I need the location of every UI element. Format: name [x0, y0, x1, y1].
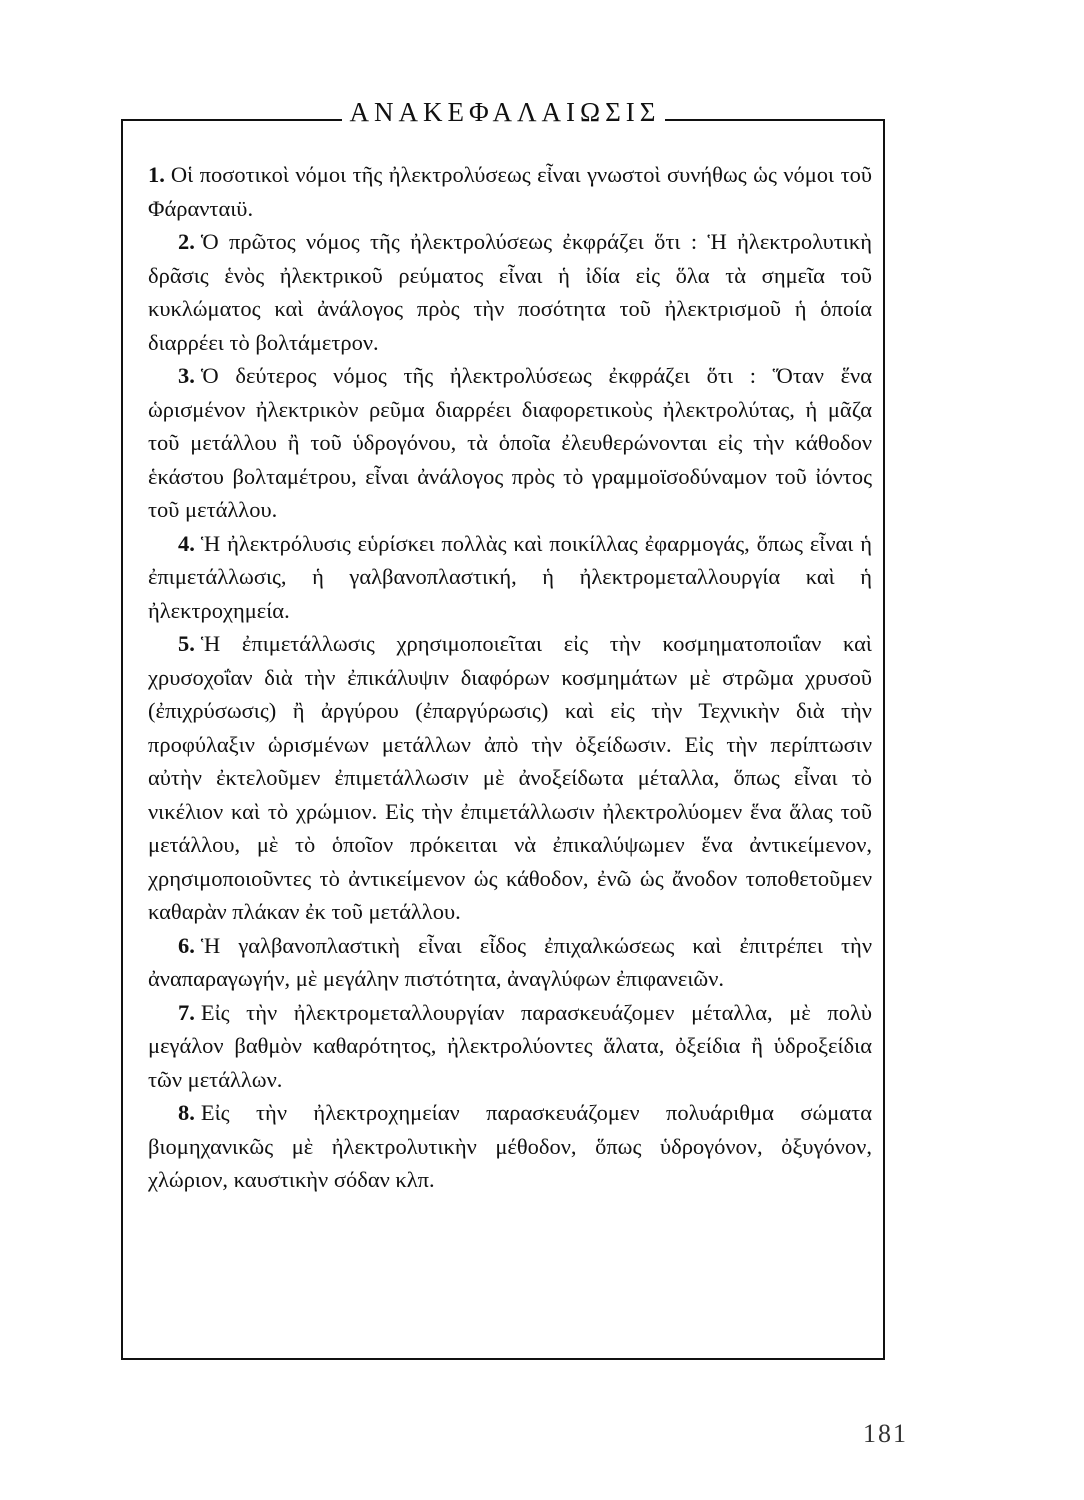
item-number: 5.	[178, 631, 195, 656]
summary-item-3	[148, 359, 872, 527]
item-text: Ἡ ἠλεκτρόλυσις εὑρίσκει πολλὰς καὶ ποικίλλας ἐφαρμογάς, ὅπως εἶναι ἡ ἐπιμετάλλωσις, ἡ γαλβανοπλαστική, ἡ ἠλεκτρομεταλλουργία καὶ ἡ ἠλεκτροχημεία.	[148, 530, 872, 623]
item-text: Οἱ ποσοτικοὶ νόμοι τῆς ἠλεκτρολύσεως εἶναι γνωστοὶ συνήθως ὡς νόμοι τοῦ Φάρανταιϋ.	[148, 162, 872, 221]
item-number: 6.	[178, 932, 195, 958]
item-number: 7.	[178, 999, 195, 1025]
item-text: Εἰς τὴν ἠλεκτρομεταλλουργίαν παρασκευάζομεν μέταλλα, μὲ πολὺ μεγάλον βαθμὸν καθαρότητος, ἠλεκτρολύοντες ἅλατα, ὀξείδια ἢ ὑδροξείδια τῶν μετάλλων.	[148, 999, 872, 1092]
item-number: 3.	[178, 363, 195, 388]
summary-item-2	[148, 225, 872, 359]
summary-title: ΑΝΑΚΕΦΑΛΑΙΩΣΙΣ	[349, 97, 661, 127]
item-text: Εἰς τὴν ἠλεκτροχημείαν παρασκευάζομεν πολυάριθμα σώματα βιομηχανικῶς μὲ ἠλεκτρολυτικὴν μέθοδον, ὅπως ὑδρογόνον, ὀξυγόνον, χλώριον, καυστικὴν σόδαν κλπ.	[148, 1100, 872, 1192]
page-number: 181	[863, 1419, 908, 1448]
summary-item-6	[148, 929, 872, 996]
summary-content	[148, 158, 872, 1197]
item-number: 8.	[178, 1100, 195, 1125]
item-number: 2.	[178, 229, 195, 254]
item-number: 1.	[148, 162, 165, 187]
summary-item-8	[148, 1096, 872, 1197]
item-text: Ἡ ἐπιμετάλλωσις χρησιμοποιεῖται εἰς τὴν κοσμηματοποιΐαν καὶ χρυσοχοΐαν διὰ τὴν ἐπικάλυψιν διαφόρων κοσμημάτων μὲ στρῶμα χρυσοῦ (ἐπιχρύσωσις) ἢ ἀργύρου (ἐπαργύρωσις) καὶ εἰς τὴν Τεχνικὴν διὰ τὴν προφύλαξιν ὡρισμένων μετάλλων ἀπὸ τὴν ὀξείδωσιν. Εἰς τὴν περίπτωσιν αὐτὴν ἐκτελοῦμεν ἐπιμετάλλωσιν μὲ ἀνοξείδωτα μέταλλα, ὅπως εἶναι τὸ νικέλιον καὶ τὸ χρώμιον. Εἰς τὴν ἐπιμετάλλωσιν ἠλεκτρολύομεν ἕνα ἅλας τοῦ μετάλλου, μὲ τὸ ὁποῖον πρόκειται νὰ ἐπικαλύψωμεν ἕνα ἀντικείμενον, χρησιμοποιοῦντες τὸ ἀντικείμενον ὡς κάθοδον, ἐνῶ ὡς ἄνοδον τοποθετοῦμεν καθαρὰν πλάκαν ἐκ τοῦ μετάλλου.	[148, 631, 872, 924]
item-text: Ἡ γαλβανοπλαστικὴ εἶναι εἶδος ἐπιχαλκώσεως καὶ ἐπιτρέπει τὴν ἀναπαραγωγήν, μὲ μεγάλην πιστότητα, ἀναγλύφων ἐπιφανειῶν.	[148, 932, 872, 991]
item-text: Ὁ δεύτερος νόμος τῆς ἠλεκτρολύσεως ἐκφράζει ὅτι : Ὅταν ἕνα ὡρισμένον ἠλεκτρικὸν ρεῦμα διαρρέει διαφορετικοὺς ἠλεκτρολύτας, ἡ μᾶζα τοῦ μετάλλου ἢ τοῦ ὑδρογόνου, τὰ ὁποῖα ἐλευθερώνονται εἰς τὴν κάθοδον ἑκάστου βολταμέτρου, εἶναι ἀνάλογος πρὸς τὸ γραμμοϊσοδύναμον τοῦ ἰόντος τοῦ μετάλλου.	[148, 363, 872, 522]
summary-item-7	[148, 996, 872, 1097]
summary-item-5	[148, 627, 872, 929]
summary-item-1	[148, 158, 872, 225]
item-text: Ὁ πρῶτος νόμος τῆς ἠλεκτρολύσεως ἐκφράζει ὅτι : Ἡ ἠλεκτρολυτικὴ δρᾶσις ἑνὸς ἠλεκτρικοῦ ρεύματος εἶναι ἡ ἰδία εἰς ὅλα τὰ σημεῖα τοῦ κυκλώματος καὶ ἀνάλογος πρὸς τὴν ποσότητα τοῦ ἠλεκτρισμοῦ ἡ ὁποία διαρρέει τὸ βολτάμετρον.	[148, 229, 872, 355]
summary-item-4	[148, 527, 872, 628]
item-number: 4.	[178, 530, 195, 556]
